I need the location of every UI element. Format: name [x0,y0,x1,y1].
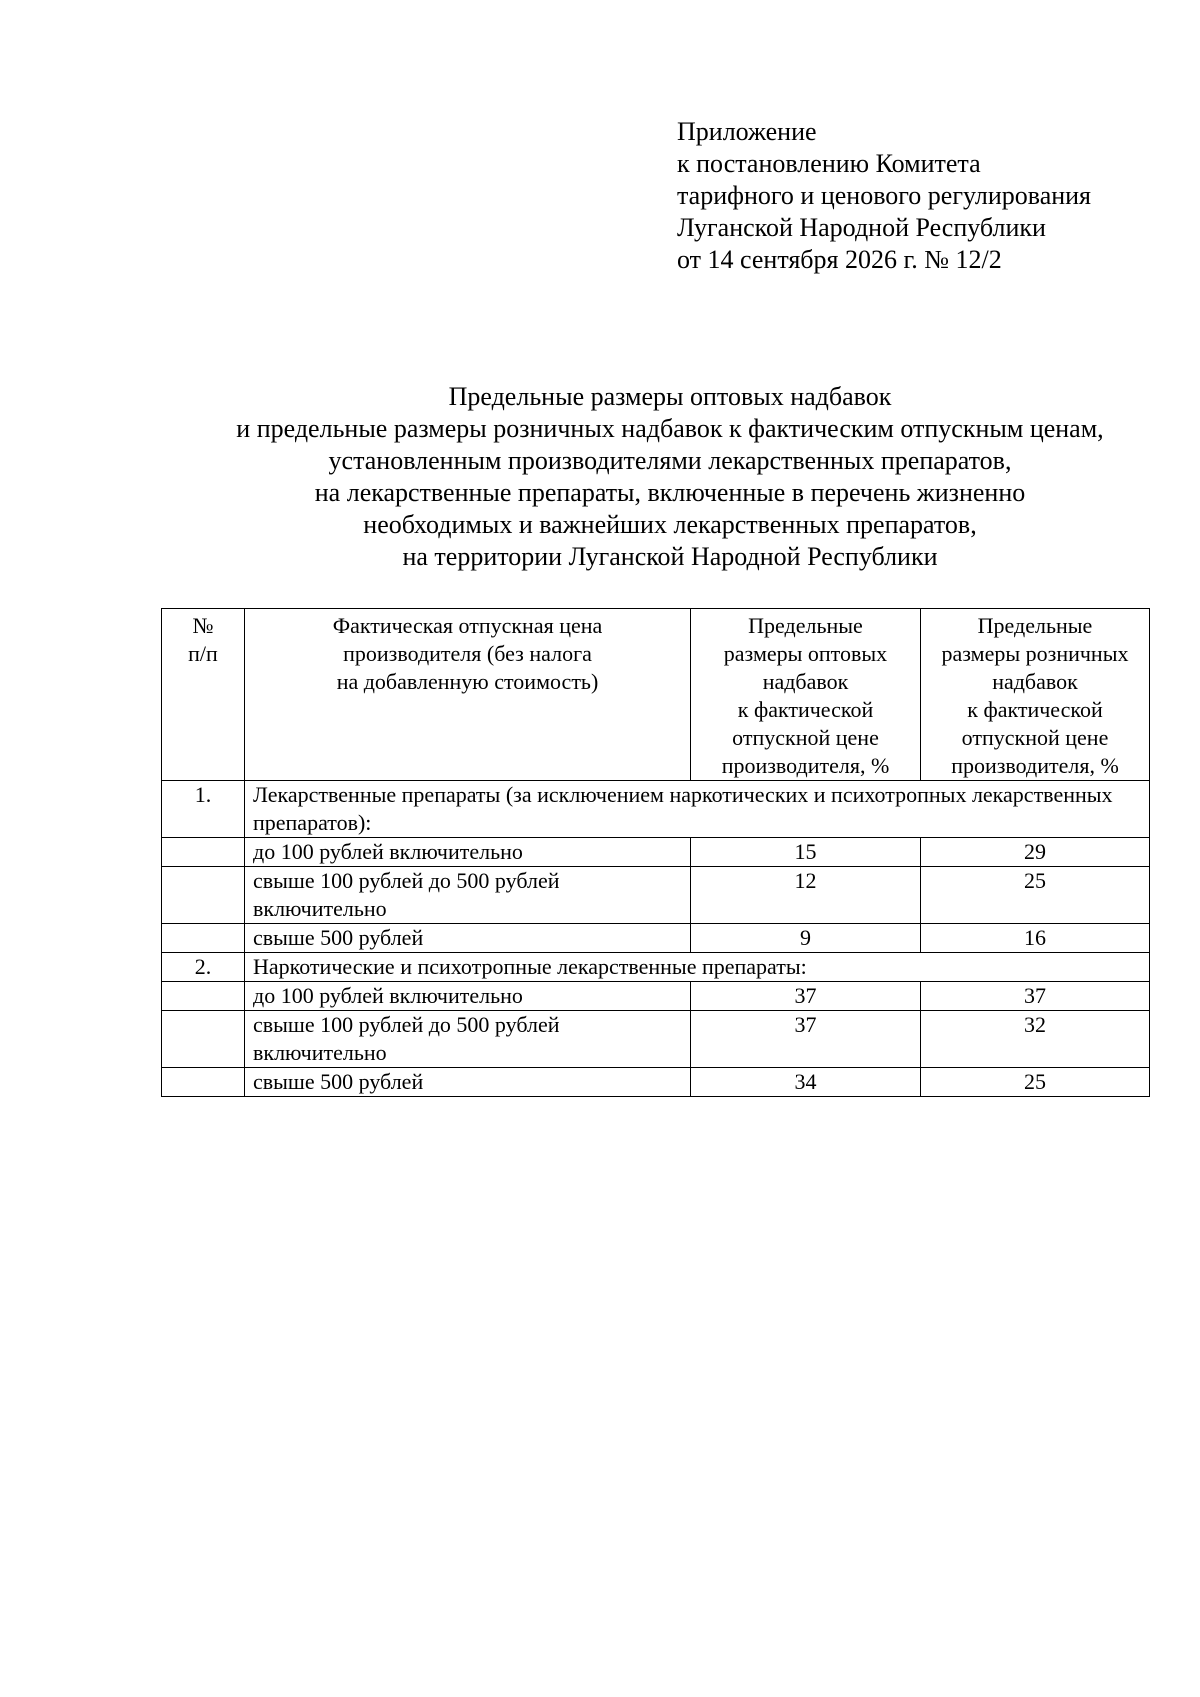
retail-value: 16 [921,924,1150,953]
header-row [162,609,1150,781]
retail-value: 25 [921,1068,1150,1097]
section-row [162,953,1150,982]
table-row [162,867,1150,924]
empty-cell [162,1011,245,1068]
header-text: Предельные [977,613,1093,638]
header-text: № [192,613,214,638]
title-line: Предельные размеры оптовых надбавок [448,382,892,411]
header-text: производителя (без налога [343,641,592,666]
wholesale-value: 9 [691,924,921,953]
header-text: Предельные [748,613,863,638]
wholesale-value: 34 [691,1068,921,1097]
header-text: отпускной цене [732,725,879,750]
price-range-cell: свыше 500 рублей [245,1068,691,1097]
table-body [162,781,1150,1097]
header-text: на добавленную стоимость) [336,669,599,694]
table-row [162,1011,1150,1068]
header-num [162,609,245,781]
retail-value: 29 [921,838,1150,867]
header-text: надбавок [762,669,849,694]
section-row [162,781,1150,838]
section-number: 2. [162,953,245,982]
retail-value: 37 [921,982,1150,1011]
price-range-cell: до 100 рублей включительно [245,982,691,1011]
price-range-cell: до 100 рублей включительно [245,838,691,867]
header-text: размеры оптовых [723,641,888,666]
appendix-line: тарифного и ценового регулирования [677,181,1092,210]
header-text: отпускной цене [961,725,1109,750]
markups-table [161,608,1150,1097]
title-line: на лекарственные препараты, включенные в перечень жизненно [314,478,1026,507]
appendix-line: Луганской Народной Республики [677,213,1046,242]
header-text: производителя, % [951,753,1119,778]
empty-cell [162,924,245,953]
wholesale-value: 37 [691,982,921,1011]
retail-value: 32 [921,1011,1150,1068]
header-text: п/п [188,641,218,666]
appendix-line: Приложение [677,117,817,146]
price-range-cell: свыше 100 рублей до 500 рублей включительно [245,1011,691,1068]
table-row [162,982,1150,1011]
table-row [162,838,1150,867]
appendix-line: к постановлению Комитета [677,149,981,178]
section-title: Лекарственные препараты (за исключением наркотических и психотропных лекарственных препаратов): [245,781,1150,838]
document-title [0,381,1200,573]
price-range-cell: свыше 500 рублей [245,924,691,953]
table-row [162,924,1150,953]
header-retail [921,609,1150,781]
empty-cell [162,838,245,867]
header-price [245,609,691,781]
table-row [162,1068,1150,1097]
wholesale-value: 12 [691,867,921,924]
header-text: Фактическая отпускная цена [332,613,603,638]
empty-cell [162,982,245,1011]
wholesale-value: 15 [691,838,921,867]
table-header [162,609,1150,781]
wholesale-value: 37 [691,1011,921,1068]
appendix-block [677,116,1091,276]
header-text: размеры розничных [941,641,1129,666]
header-wholesale [691,609,921,781]
title-line: необходимых и важнейших лекарственных препаратов, [363,510,977,539]
section-number: 1. [162,781,245,838]
title-line: на территории Луганской Народной Республики [402,542,938,571]
empty-cell [162,1068,245,1097]
header-text: к фактической [737,697,874,722]
header-text: производителя, % [721,753,890,778]
price-range-cell: свыше 100 рублей до 500 рублей включительно [245,867,691,924]
empty-cell [162,867,245,924]
section-title: Наркотические и психотропные лекарственные препараты: [245,953,1150,982]
appendix-line: от 14 сентября 2026 г. № 12/2 [677,245,1002,274]
title-line: и предельные размеры розничных надбавок к фактическим отпускным ценам, [236,414,1104,443]
header-text: надбавок [992,669,1078,694]
title-line: установленным производителями лекарственных препаратов, [328,446,1012,475]
retail-value: 25 [921,867,1150,924]
header-text: к фактической [967,697,1103,722]
